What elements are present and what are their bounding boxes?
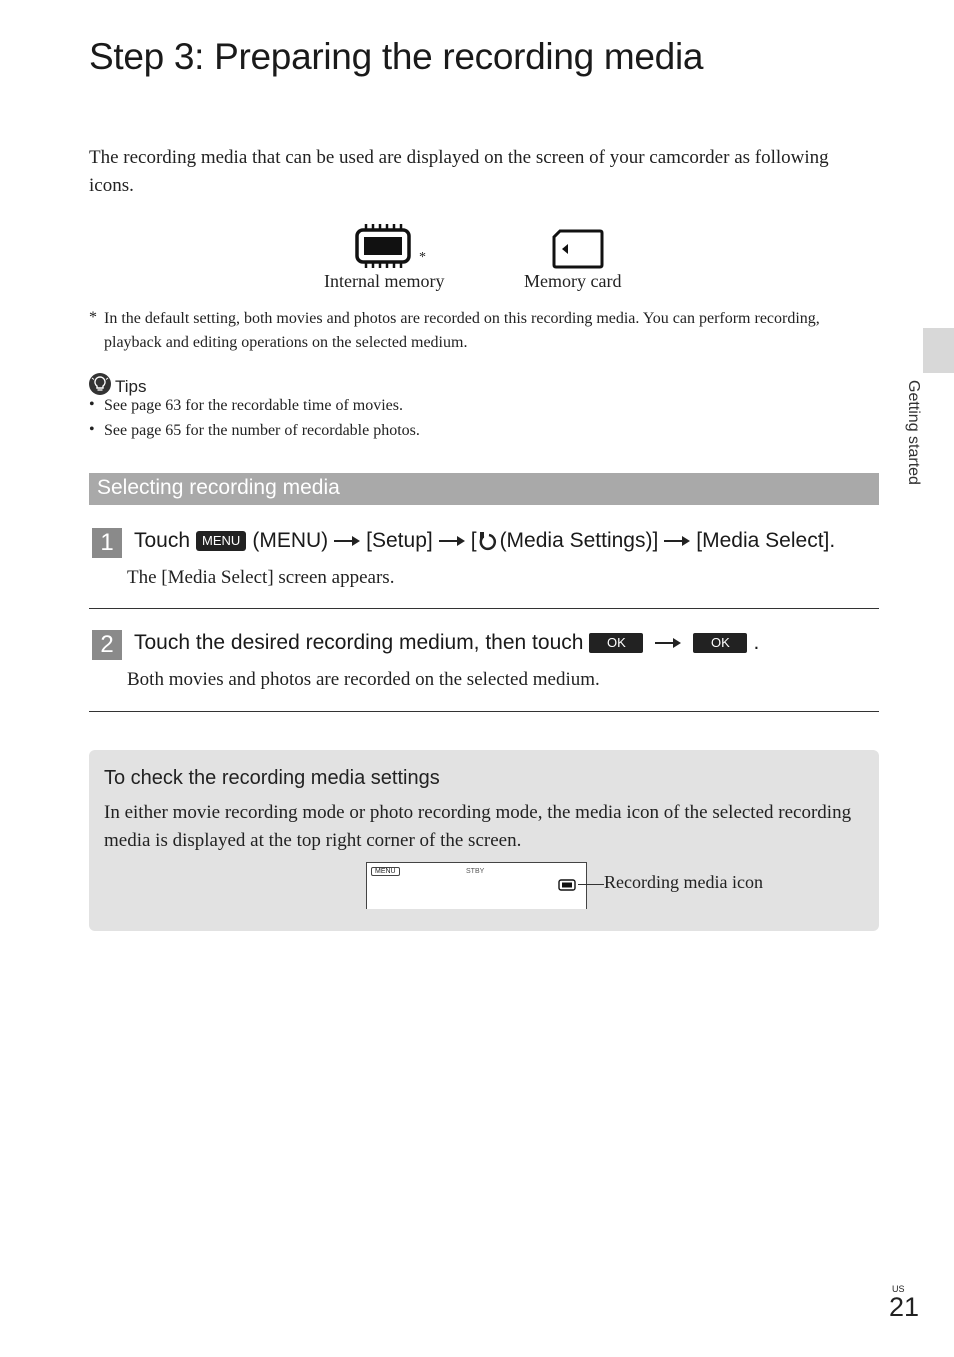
divider xyxy=(89,608,879,609)
step-2-instruction xyxy=(134,631,759,655)
tip-bullet: • xyxy=(89,421,95,438)
page-number: 21 xyxy=(889,1292,920,1322)
step-1-instruction xyxy=(134,529,835,553)
side-tab-text: Getting started xyxy=(905,380,922,485)
arrow-icon xyxy=(334,536,360,546)
step-1-touch: Touch xyxy=(134,529,191,552)
ok-button-badge: OK xyxy=(693,633,747,653)
footnote-mark: * xyxy=(89,309,97,326)
page-title: Step 3: Preparing the recording media xyxy=(89,36,704,77)
divider xyxy=(89,711,879,712)
menu-button-badge: MENU xyxy=(196,531,246,551)
step-2-result: Both movies and photos are recorded on the selected medium. xyxy=(127,669,600,690)
step-2-number: 2 xyxy=(92,630,122,660)
side-tab-marker xyxy=(923,328,954,373)
callout-label: Recording media icon xyxy=(604,872,763,892)
recording-media-icon xyxy=(558,878,576,897)
media-settings-icon xyxy=(477,531,497,551)
info-box-title: To check the recording media settings xyxy=(104,767,440,789)
footnote-text: In the default setting, both movies and photos are recorded on this recording media. You can perform recording, playback and editing operations on the selected medium. xyxy=(104,310,820,351)
step-1-number: 1 xyxy=(92,528,122,558)
internal-memory-label: Internal memory xyxy=(324,271,445,291)
tips-heading xyxy=(89,373,147,400)
info-box-body: In either movie recording mode or photo recording mode, the media icon of the selected recording media is displayed at the top right corner of the screen. xyxy=(104,802,852,851)
memory-card-icon xyxy=(552,229,604,274)
step-1-menu: (MENU) xyxy=(252,529,329,552)
memory-card-label: Memory card xyxy=(524,271,622,291)
ok-button-badge: OK xyxy=(589,633,643,653)
step-2-period: . xyxy=(753,631,760,654)
screen-stby-label: STBY xyxy=(466,868,485,875)
tip-item: See page 63 for the recordable time of movies. xyxy=(104,397,403,414)
section-heading-bar xyxy=(89,473,879,505)
tip-bullet: • xyxy=(89,396,95,413)
arrow-icon xyxy=(655,638,681,648)
step-1-media-select: [Media Select]. xyxy=(696,529,836,552)
section-heading: Selecting recording media xyxy=(97,476,340,499)
camcorder-screen-illustration xyxy=(366,862,587,909)
step-1-bracket: [ xyxy=(470,529,477,552)
arrow-icon xyxy=(664,536,690,546)
step-1-media-settings: (Media Settings)] xyxy=(499,529,659,552)
screen-menu-button: MENU xyxy=(371,867,400,876)
tip-item: See page 65 for the number of recordable photos. xyxy=(104,422,420,439)
side-tab-label xyxy=(904,380,934,510)
arrow-icon xyxy=(439,536,465,546)
step-2-text: Touch the desired recording medium, then touch xyxy=(134,631,584,654)
intro-paragraph: The recording media that can be used are displayed on the screen of your camcorder as following icons. xyxy=(89,147,829,196)
internal-memory-asterisk: * xyxy=(419,250,426,265)
callout-line xyxy=(578,884,604,885)
page-region: US xyxy=(892,1284,905,1294)
internal-memory-icon xyxy=(354,224,412,273)
tips-label: Tips xyxy=(115,376,147,396)
step-1-setup: [Setup] xyxy=(366,529,433,552)
step-1-result: The [Media Select] screen appears. xyxy=(127,567,395,588)
